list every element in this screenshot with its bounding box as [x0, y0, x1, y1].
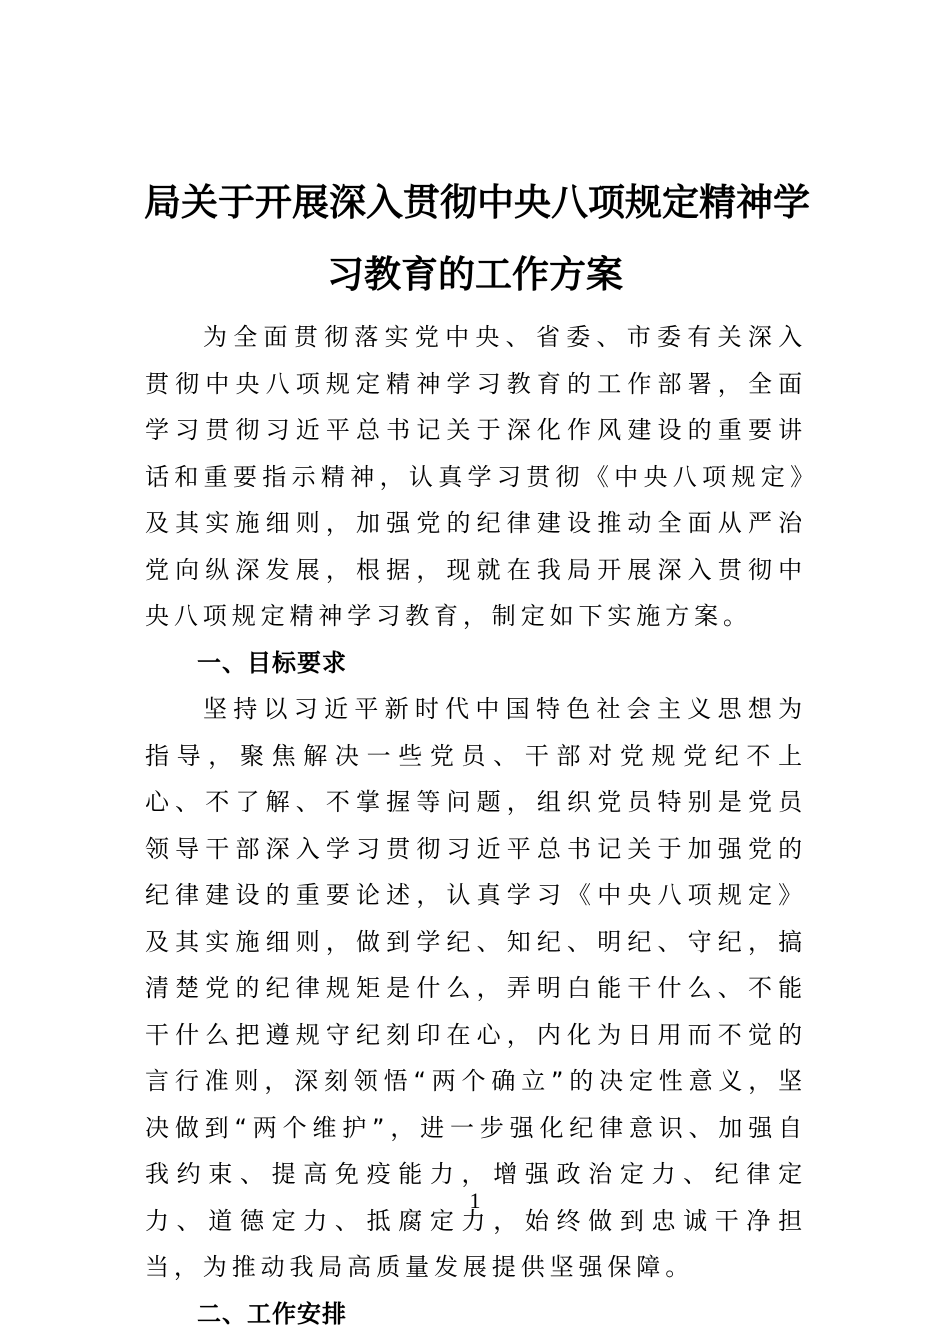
section-heading-arrangements: 二、工作安排	[197, 1299, 347, 1328]
intro-paragraph: 为全面贯彻落实党中央、省委、市委有关深入贯彻中央八项规定精神学习教育的工作部署，全面学习贯彻习近平总书记关于深化作风建设的重要讲话和重要指示精神，认真学习贯彻《中央八项规定》及其实施细则，加强党的纪律建设推动全面从严治党向纵深发展，根据，现就在我局开展深入贯彻中央八项规定精神学习教育，制定如下实施方案。	[145, 323, 807, 630]
page-number: 1	[469, 1188, 481, 1213]
document-body	[145, 314, 807, 1337]
document-title-line-1: 局关于开展深入贯彻中央八项规定精神学	[144, 180, 810, 224]
goals-paragraph: 坚持以习近平新时代中国特色社会主义思想为指导，聚焦解决一些党员、干部对党规党纪不上心、不了解、不掌握等问题，组织党员特别是党员领导干部深入学习贯彻习近平总书记关于加强党的纪律建设的重要论述，认真学习《中央八项规定》及其实施细则，做到学纪、知纪、明纪、守纪，搞清楚党的纪律规矩是什么，弄明白能干什么、不能干什么把遵规守纪刻印在心，内化为日用而不觉的言行准则，深刻领悟“两个确立”的决定性意义，坚决做到“两个维护”，进一步强化纪律意识、加强自我约束、提高免疫能力，增强政治定力、纪律定力、道德定力、抵腐定力，始终做到忠诚干净担当，为推动我局高质量发展提供坚强保障。	[145, 695, 807, 1281]
document-title-line-2: 习教育的工作方案	[327, 252, 623, 296]
section-heading-goals: 一、目标要求	[197, 648, 347, 677]
